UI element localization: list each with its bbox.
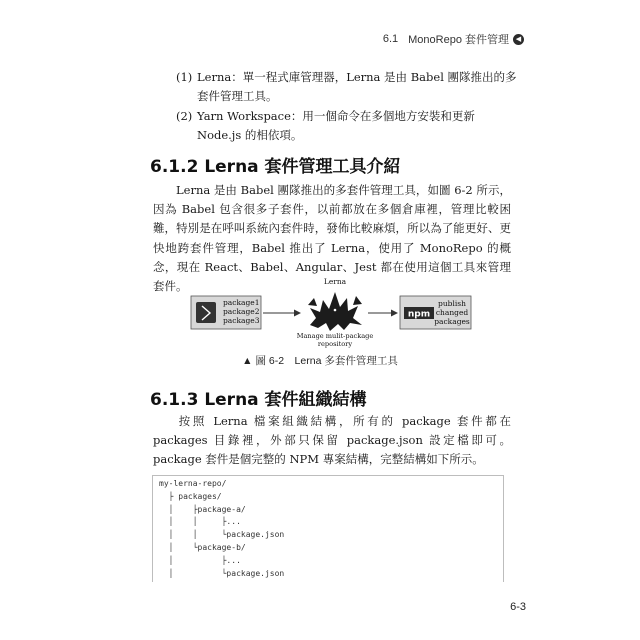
running-header	[383, 31, 524, 47]
code-line: │ ├...	[159, 555, 241, 565]
code-line: │ │ └package.json	[159, 530, 285, 540]
center-caption-line2: repository	[317, 340, 353, 348]
package3-label: package3	[223, 316, 260, 325]
figure-caption: ▲ 圖 6-2 Lerna 多套件管理工具	[242, 355, 398, 367]
list-item-text: Yarn Workspace：用一個命令在多個地方安裝和更新 Node.js 的相依項。	[197, 109, 475, 142]
code-line: │ ├package-a/	[159, 504, 246, 514]
code-line: │ └package.json	[159, 568, 285, 578]
section-heading-lerna-structure: 6.1.3 Lerna 套件組織結構	[150, 390, 367, 410]
npm-logo-text: npm	[407, 309, 431, 320]
center-caption-line1: Manage mulit-package	[296, 332, 374, 340]
speaker-icon: ◀	[513, 34, 524, 45]
package2-label: package2	[223, 307, 260, 316]
paragraph-text: Lerna 是由 Babel 團隊推出的多套件管理工具，如圖 6-2 所示，因為 Babel 包含很多子套件，以前都放在多個倉庫裡，管理比較困難，特別是在呼叫系統內套件時，發佈比較麻煩，所以為了能更好、更快地跨套件管理，Babel 推出了 Lerna，使用了 MonoRepo 的概念，現在 React、Babel、Angular、Jest 都在使用這個工具來管理套件。	[153, 183, 511, 294]
list-item-number: (1)	[176, 70, 193, 84]
header-title: MonoRepo 套件管理	[408, 34, 509, 46]
lerna-label: Lerna	[323, 278, 347, 286]
tool-list	[176, 68, 521, 146]
list-item	[176, 107, 521, 145]
code-line: │ │ ├...	[159, 517, 241, 527]
lerna-diagram	[190, 278, 500, 348]
publish-label: publish	[438, 299, 466, 308]
code-line: my-lerna-repo/	[159, 479, 227, 488]
package1-label: package1	[223, 298, 260, 307]
page-number: 6-3	[510, 601, 526, 613]
arrow-left-head	[294, 310, 301, 317]
list-item-text: Lerna：單一程式庫管理器，Lerna 是由 Babel 團隊推出的多套件管理工具。	[197, 70, 517, 103]
arrow-right-head	[391, 310, 398, 317]
packages-label: packages	[434, 317, 470, 326]
section-heading-lerna-intro: 6.1.2 Lerna 套件管理工具介紹	[150, 157, 401, 177]
list-item-number: (2)	[176, 109, 193, 123]
paragraph-text: 按照 Lerna 檔案組織結構，所有的 package 套件都在 packages 目錄裡，外部只保留 package.json 設定檔即可。package 套件是個完整的 NPM 專案結構，完整結構如下所示。	[153, 414, 511, 467]
code-line: │ └package-b/	[159, 542, 246, 552]
git-icon	[196, 302, 216, 323]
header-section-number: 6.1	[382, 33, 399, 45]
lerna-dragon-logo	[308, 292, 362, 331]
section-paragraph-lerna-structure	[153, 412, 511, 470]
changed-label: changed	[435, 308, 469, 317]
code-block-directory-tree	[152, 475, 504, 582]
list-item	[176, 68, 521, 106]
code-line: ├ packages/	[159, 491, 222, 501]
